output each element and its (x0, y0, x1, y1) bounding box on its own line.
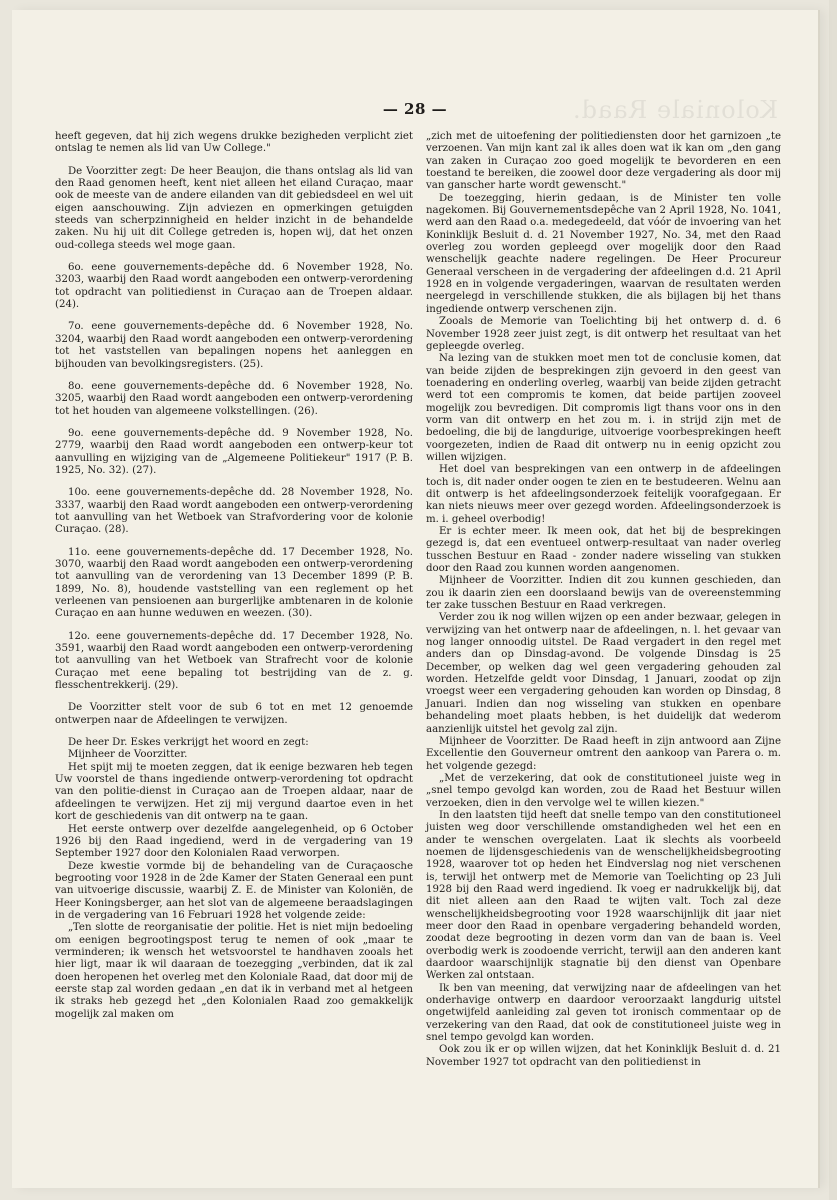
paragraph: 12o. eene gouvernements-depêche dd. 17 December 1928, No. 3591, waarbij den Raad wordt aangeboden een ontwerp-verordening tot aanvulling van het Wetboek van Strafrecht voor de kolonie Curaçao met eene bepaling tot bestrijding van de z. g. flesschentrekkerij. (29). (55, 630, 413, 692)
paragraph: „Ten slotte de reorganisatie der politie. Het is niet mijn bedoeling om eenigen begrootingspost terug te nemen of ook „maar te verminderen; ik wensch het wetsvoorstel te handhaven zooals het hier ligt, maar ik wil daaraan de toezegging „verbinden, dat ik zal doen heropenen het overleg met den Koloniale Raad, dat door mij de eerste stap zal worden gedaan „en dat ik in verband met al hetgeen ik straks heb gezegd het „den Kolonialen Raad zoo gemakkelijk mogelijk zal maken om (55, 922, 413, 1020)
paragraph: Mijnheer de Voorzitter. De Raad heeft in zijn antwoord aan Zijne Excellentie den Gouverneur omtrent den aankoop van Parera o. m. het volgende gezegd: (426, 735, 781, 772)
paragraph: De heer Dr. Eskes verkrijgt het woord en zegt: (68, 737, 309, 749)
paragraph: Mijnheer de Voorzitter. Indien dit zou kunnen geschieden, dan zou ik daarin zien een doorslaand bewijs van de overeenstemming ter zake tusschen Bestuur en Raad verkregen. (426, 575, 781, 612)
paragraph: Het spijt mij te moeten zeggen, dat ik eenige bezwaren heb tegen Uw voorstel de thans ingediende ontwerp-verordening tot opdracht van den politie-dienst in Curaçao aan de Troepen aldaar, naar de afdeelingen te verwijzen. Het zij mij vergund daartoe even in het kort de geschiedenis van dit ontwerp na te gaan. (55, 761, 413, 823)
page-number: — 28 — (382, 100, 448, 118)
paragraph: Mijnheer de Voorzitter. (68, 749, 188, 761)
paragraph: Ook zou ik er op willen wijzen, dat het Koninklijk Besluit d. d. 21 November 1927 tot opdracht van den politiedienst in (426, 1044, 781, 1068)
bleed-through-text: Koloniale Raad. (572, 96, 779, 124)
paragraph: De Voorzitter stelt voor de sub 6 tot en met 12 genoemde ontwerpen naar de Afdeelingen te verwijzen. (55, 702, 413, 726)
paragraph: „zich met de uitoefening der politiediensten door het garnizoen „te verzoenen. Van mijn kant zal ik alles doen wat ik kan om „den gang van zaken in Curaçao zoo goed mogelijk te bevorderen en een toestand te bereiken, die zoowel door deze vergadering als door mij van ganscher harte wordt gewenscht." (426, 131, 781, 192)
page-edge (829, 0, 837, 1200)
paragraph: 10o. eene gouvernements-depêche dd. 28 November 1928, No. 3337, waarbij den Raad wordt aangeboden een ontwerp-verordening tot aanvulling van het Wetboek van Strafvordering voor de kolonie Curaçao. (28). (55, 487, 413, 536)
paragraph: Na lezing van de stukken moet men tot de conclusie komen, dat van beide zijden de besprekingen zijn gevoerd in den geest van toenadering en onderling overleg, waarbij van beide zijden getracht werd tot een compromis te komen, dat beide partijen zooveel mogelijk zou bevredigen. Dit compromis ligt thans voor ons in den vorm van dit ontwerp en het zou m. i. in strijd zijn met de bedoeling, die bij de langdurige, uitvoerige voorbesprekingen heeft voorgezeten, indien de Raad dit ontwerp nu in eenig opzicht zou willen wijzigen. (426, 353, 781, 463)
left-column (55, 131, 413, 1021)
paragraph: De toezegging, hierin gedaan, is de Minister ten volle nagekomen. Bij Gouvernementsdepêche van 2 April 1928, No. 1041, werd aan den Raad o.a. medegedeeld, dat vóór de invoering van het Koninklijk Besluit d. d. 21 November 1927, No. 34, met den Raad overleg zou worden gepleegd over mogelijk door den Raad wenschelijk geachte nadere regelingen. De Heer Procureur Generaal verscheen in de vergadering der afdeelingen d.d. 21 April 1928 en in volgende vergaderingen, waarvan de resultaten werden neergelegd in verschillende stukken, die als bijlagen bij het thans ingediende ontwerp verschenen zijn. (426, 192, 781, 315)
paragraph: Deze kwestie vormde bij de behandeling van de Curaçaosche begrooting voor 1928 in de 2de Kamer der Staten Generaal een punt van uitvoerige discussie, waarbij Z. E. de Minister van Koloniën, de Heer Koningsberger, aan het slot van de algemeene beraadslagingen in de vergadering van 16 Februari 1928 het volgende zeide: (55, 860, 413, 921)
paragraph: In den laatsten tijd heeft dat snelle tempo van den constitutioneel juisten weg door verschillende omstandigheden wel het een en ander te wenschen overgelaten. Laat ik slechts als voorbeeld noemen de lijdensgeschiedenis van de wenschelijkheidsbegrooting 1928, waarover tot op heden het Eindverslag nog niet verschenen is, terwijl het ontwerp met de Memorie van Toelichting op 23 Juli 1928 bij den Raad werd ingediend. Ik voeg er nadrukkelijk bij, dat dit niet alleen aan den Raad te wijten valt. Toch zal deze wenschelijkheidsbegrooting voor 1928 waarschijnlijk dit jaar niet meer door den Raad in openbare vergadering behandeld worden, zoodat deze begrooting in dezen vorm dan van de baan is. Veel overbodig werk is zoodoende verricht, terwijl aan den anderen kant daardoor waarschijnlijk stagnatie bij den dienst van Openbare Werken zal ontstaan. (426, 809, 781, 982)
document-page (12, 10, 818, 1188)
paragraph: Zooals de Memorie van Toelichting bij het ontwerp d. d. 6 November 1928 zeer juist zegt, is dit ontwerp het resultaat van het gepleegde overleg. (426, 316, 781, 352)
paragraph: Verder zou ik nog willen wijzen op een ander bezwaar, gelegen in verwijzing van het ontwerp naar de afdeelingen, n. l. het gevaar van nog langer onnoodig uitstel. De Raad vergadert in den regel met anders dan op Dinsdag-avond. De volgende Dinsdag is 25 December, op welken dag wel geen vergadering gehouden zal worden. Hetzelfde geldt voor Dinsdag, 1 Januari, zoodat op zijn vroegst weer een vergadering gehouden kan worden op Dinsdag, 8 Januari. Indien dan nog wisseling van stukken en openbare behandeling moet plaats hebben, is het duidelijk dat wederom aanzienlijk uitstel het gevolg zal zijn. (426, 612, 781, 735)
paragraph: Ik ben van meening, dat verwijzing naar de afdeelingen van het onderhavige ontwerp en daardoor veroorzaakt langdurig uitstel ongetwijfeld aanleiding zal geven tot ironisch commentaar op de verzekering van den Raad, dat ook de constitutioneel juiste weg in snel tempo gevolgd kan worden. (426, 982, 781, 1044)
paragraph: Er is echter meer. Ik meen ook, dat het bij de besprekingen gezegd is, dat een eventueel ontwerp-resultaat van nader overleg tusschen Bestuur en Raad - zonder nadere wisseling van stukken door den Raad zou kunnen worden aangenomen. (426, 526, 781, 575)
right-column (426, 131, 781, 1069)
paragraph: heeft gegeven, dat hij zich wegens drukke bezigheden verplicht ziet ontslag te nemen als lid van Uw College." (55, 131, 413, 155)
paragraph: 6o. eene gouvernements-depêche dd. 6 November 1928, No. 3203, waarbij den Raad wordt aangeboden een ontwerp-verordening tot opdracht van politiedienst in Curaçao aan de Troepen aldaar. (24). (55, 262, 413, 311)
paragraph: De Voorzitter zegt: De heer Beaujon, die thans ontslag als lid van den Raad genomen heeft, kent niet alleen het eiland Curaçao, maar ook de meeste van de andere eilanden van dit gebiedsdeel en wel uit eigen aanschouwing. Zijn adviezen en opmerkingen getuigden steeds van scherpzinnigheid en helder inzicht in de behandelde zaken. Nu hij uit dit College getreden is, hopen wij, dat het onzen oud-collega steeds wel moge gaan. (55, 165, 413, 251)
paragraph: 7o. eene gouvernements-depêche dd. 6 November 1928, No. 3204, waarbij den Raad wordt aangeboden een ontwerp-verordening tot het vaststellen van bepalingen nopens het aanleggen en bijhouden van bevolkingsregisters. (25). (55, 321, 413, 370)
paragraph: 9o. eene gouvernements-depêche dd. 9 November 1928, No. 2779, waarbij den Raad wordt aangeboden een ontwerp-keur tot aanvulling en wijziging van de „Algemeene Politiekeur" 1917 (P. B. 1925, No. 32). (27). (55, 427, 413, 476)
paragraph: Het doel van besprekingen van een ontwerp in de afdeelingen toch is, dit nader onder oogen te zien en te bestudeeren. Welnu aan dit ontwerp is het afdeelingsonderzoek feitelijk voorafgegaan. Er kan niets nieuws meer over gezegd worden. Afdeelingsonderzoek is m. i. geheel overbodig! (426, 464, 781, 525)
paragraph: 8o. eene gouvernements-depêche dd. 6 November 1928, No. 3205, waarbij den Raad wordt aangeboden een ontwerp-verordening tot het houden van algemeene volkstellingen. (26). (55, 380, 413, 417)
paragraph: Het eerste ontwerp over dezelfde aangelegenheid, op 6 October 1926 bij den Raad ingediend, werd in de vergadering van 19 September 1927 door den Kolonialen Raad verworpen. (55, 823, 413, 860)
paragraph: „Met de verzekering, dat ook de constitutioneel juiste weg in „snel tempo gevolgd kan worden, zou de Raad het Bestuur willen verzoeken, dien in den vervolge wel te willen kiezen." (426, 772, 781, 809)
paragraph: 11o. eene gouvernements-depêche dd. 17 December 1928, No. 3070, waarbij den Raad wordt aangeboden een ontwerp-verordening tot aanvulling van de verordening van 13 December 1899 (P. B. 1899, No. 8), houdende vaststelling van een reglement op het verleenen van pensioenen aan burgerlijke ambtenaren in de kolonie Curaçao en aan hunne weduwen en weezen. (30). (55, 546, 413, 620)
